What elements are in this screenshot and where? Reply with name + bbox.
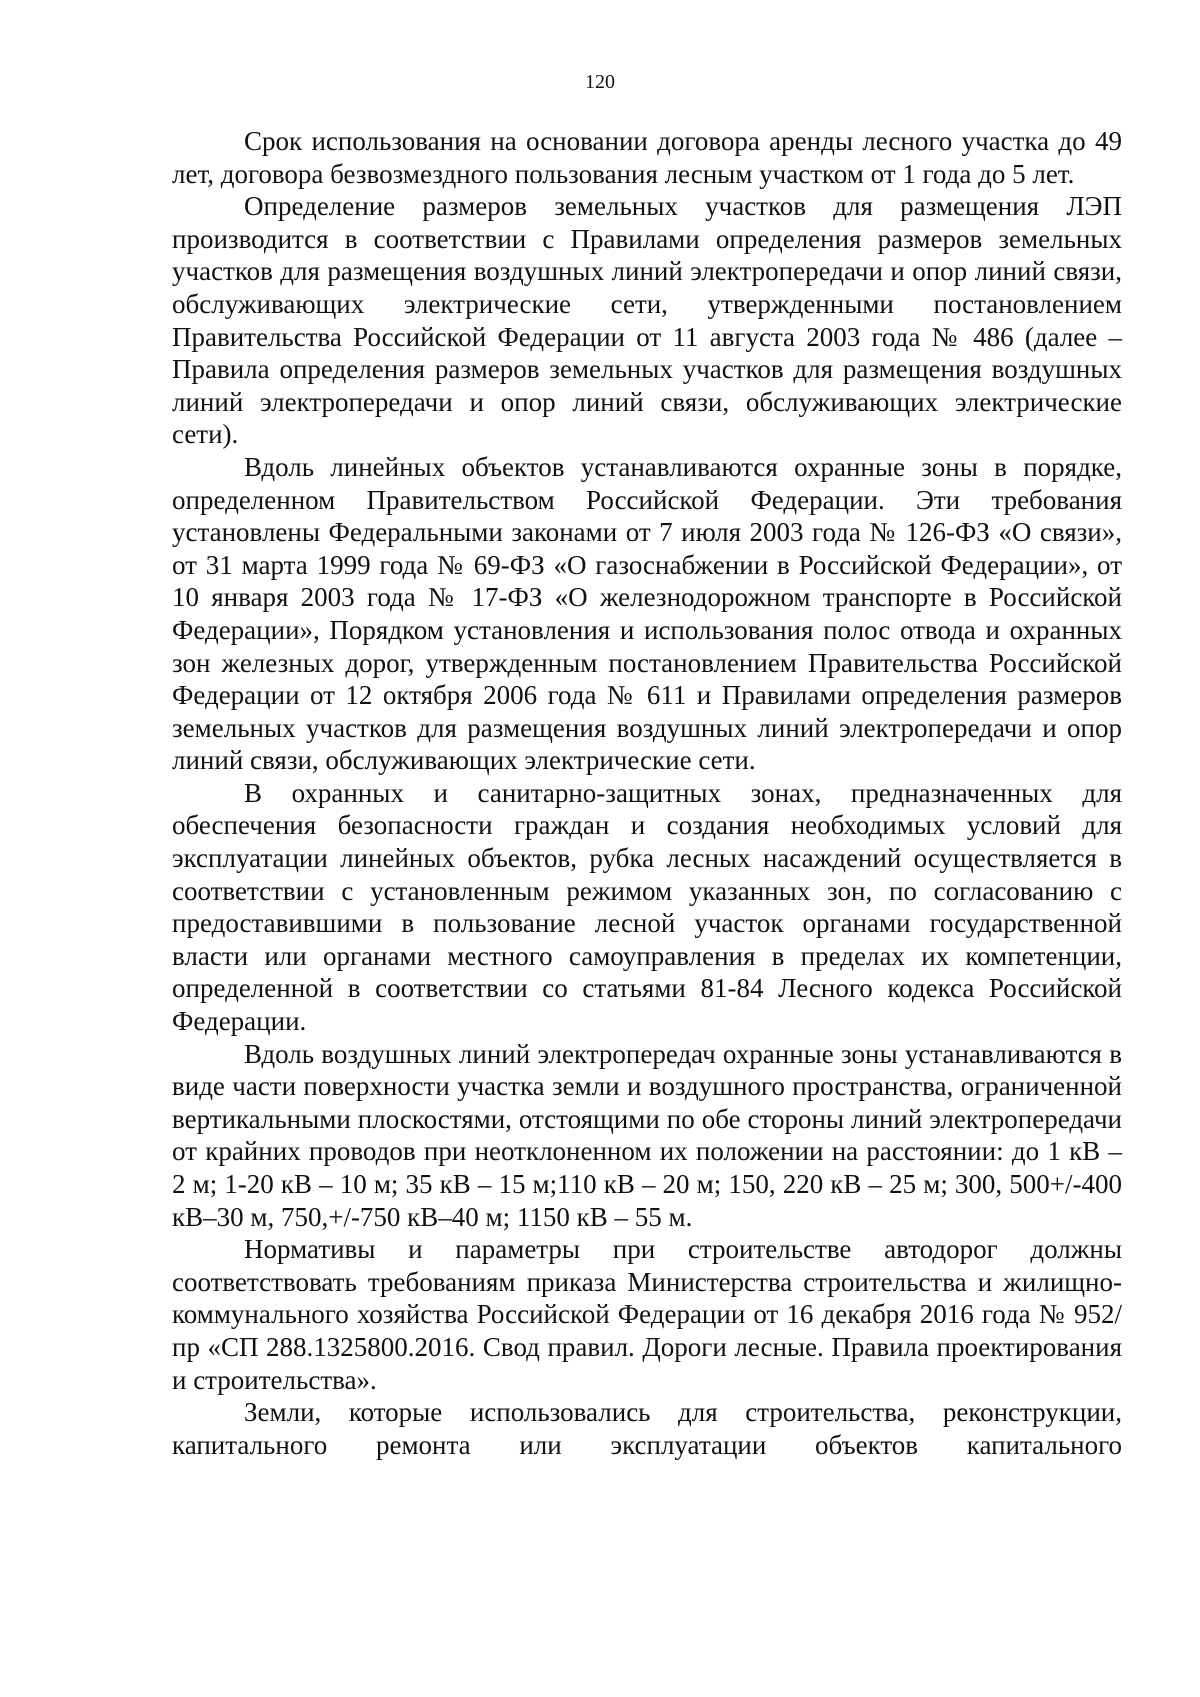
paragraph-power-line-zones: Вдоль воздушных линий электропередач охранные зоны устанавливаются в виде части поверхности участка земли и воздушного пространства, ограниченной вертикальными плоскостями, отстоящими по обе стороны линий электропередачи от крайних проводов при неотклоненном их положении на расстоянии: до 1 кВ – 2 м; 1-20 кВ – 10 м; 35 кВ – 15 м;110 кВ – 20 м; 150, 220 кВ – 25 м; 300, 500+/-400 кВ–30 м, 750,+/-750 кВ–40 м; 1150 кВ – 55 м. bbox=[172, 1038, 1122, 1232]
paragraph-sanitary-zones: В охранных и санитарно-защитных зонах, предназначенных для обеспечения безопасности граждан и создания необходимых условий для эксплуатации линейных объектов, рубка лесных насаждений осуществляется в соответствии с установленным режимом указанных зон, по согласованию с предоставившими в пользование лесной участок органами государственной власти или органами местного самоуправления в пределах их компетенции, определенной в соответствии со статьями 81-84 Лесного кодекса Российской Федерации. bbox=[172, 777, 1122, 1037]
paragraph-protection-zones: Вдоль линейных объектов устанавливаются охранные зоны в порядке, определенном Правительством Российской Федерации. Эти требования установлены Федеральными законами от 7 июля 2003 года № 126-ФЗ «О связи», от 31 марта 1999 года № 69-ФЗ «О газоснабжении в Российской Федерации», от 10 января 2003 года № 17-ФЗ «О железнодорожном транспорте в Российской Федерации», Порядком установления и использования полос отвода и охранных зон железных дорог, утвержденным постановлением Правительства Российской Федерации от 12 октября 2006 года № 611 и Правилами определения размеров земельных участков для размещения воздушных линий электропередачи и опор линий связи, обслуживающих электрические сети. bbox=[172, 451, 1122, 776]
paragraph-road-standards: Нормативы и параметры при строительстве автодорог должны соответствовать требованиям приказа Министерства строительства и жилищно-коммунального хозяйства Российской Федерации от 16 декабря 2016 года № 952/пр «СП 288.1325800.2016. Свод правил. Дороги лесные. Правила проектирования и строительства». bbox=[172, 1234, 1122, 1395]
page-number: 120 bbox=[585, 71, 615, 93]
paragraph-lease-term: Срок использования на основании договора аренды лесного участка до 49 лет, договора безвозмездного пользования лесным участком от 1 года до 5 лет. bbox=[172, 126, 1122, 189]
paragraph-land-plot-sizes: Определение размеров земельных участков для размещения ЛЭП производится в соответствии с Правилами определения размеров земельных участков для размещения воздушных линий электропередачи и опор линий связи, обслуживающих электрические сети, утвержденными постановлением Правительства Российской Федерации от 11 августа 2003 года № 486 (далее – Правила определения размеров земельных участков для размещения воздушных линий электропередачи и опор линий связи, обслуживающих электрические сети). bbox=[172, 191, 1122, 450]
document-body bbox=[172, 125, 1122, 1461]
paragraph-used-lands: Земли, которые использовались для строительства, реконструкции, капитального ремонта или эксплуатации объектов капитального bbox=[172, 1397, 1122, 1460]
